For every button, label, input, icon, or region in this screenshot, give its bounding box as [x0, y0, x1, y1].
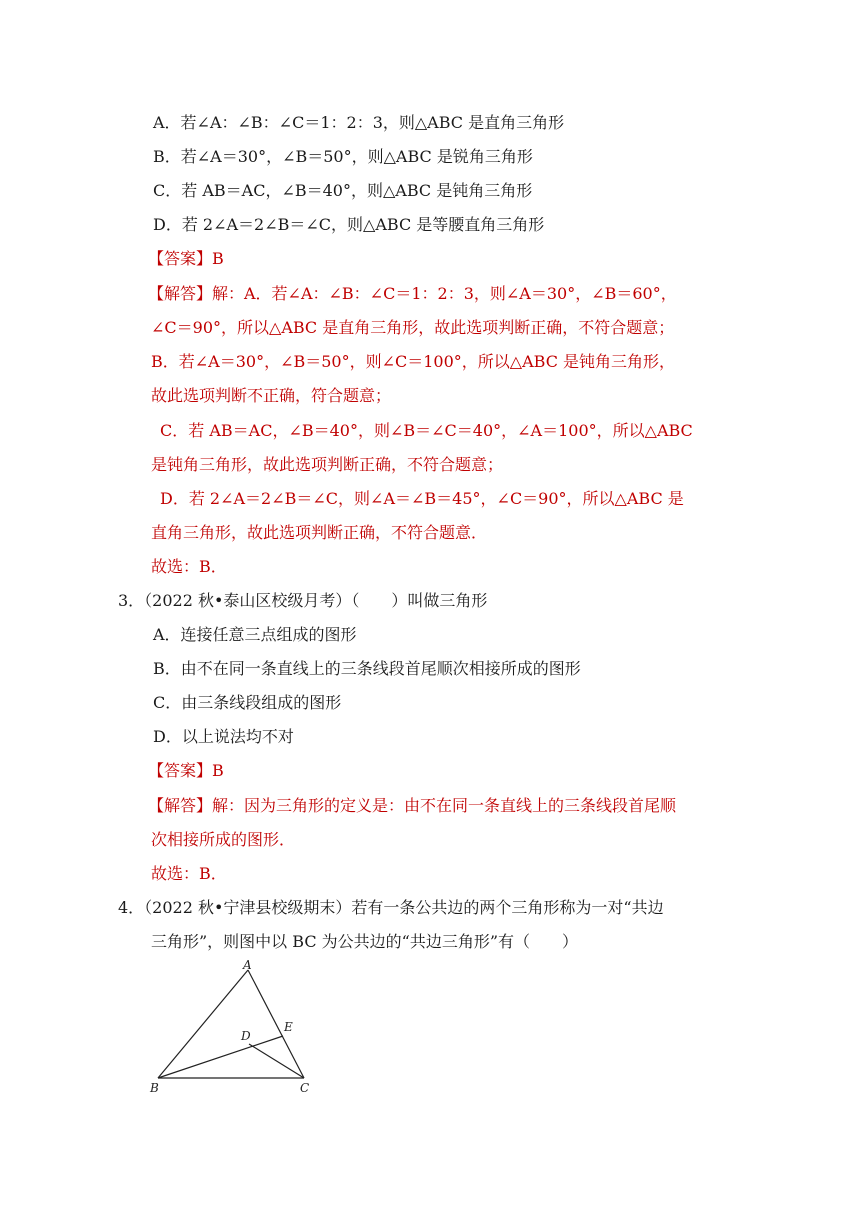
q2-option-d: D．若 2∠A＝2∠B＝∠C，则△ABC 是等腰直角三角形 — [153, 215, 545, 234]
q2-solution-line-3: B．若∠A＝30°，∠B＝50°，则∠C＝100°，所以△ABC 是钝角三角形， — [151, 352, 676, 371]
q3-choice: 故选：B． — [151, 864, 227, 883]
q3-solution-line-2: 次相接所成的图形． — [151, 830, 296, 849]
q2-answer: 【答案】B — [148, 249, 224, 268]
q2-option-c: C．若 AB＝AC，∠B＝40°，则△ABC 是钝角三角形 — [153, 181, 533, 200]
label-a: A — [243, 958, 252, 972]
q2-solution-line-6: 是钝角三角形，故此选项判断正确，不符合题意； — [151, 455, 504, 474]
q2-solution-line-8: 直角三角形，故此选项判断正确，不符合题意． — [151, 523, 488, 542]
label-c: C — [300, 1081, 310, 1095]
segment-ac — [248, 970, 304, 1078]
q2-solution-line-5: C．若 AB＝AC，∠B＝40°，则∠B＝∠C＝40°，∠A＝100°，所以△ABC — [160, 421, 693, 440]
q3-solution-line-1: 【解答】解：因为三角形的定义是：由不在同一条直线上的三条线段首尾顺 — [148, 796, 677, 815]
q2-option-b: B．若∠A＝30°，∠B＝50°，则△ABC 是锐角三角形 — [153, 147, 533, 166]
q3-option-a: A．连接任意三点组成的图形 — [153, 625, 357, 644]
q3-option-b: B．由不在同一条直线上的三条线段首尾顺次相接所成的图形 — [153, 659, 581, 678]
q2-solution-line-1: 【解答】解：A．若∠A：∠B：∠C＝1：2：3，则∠A＝30°，∠B＝60°， — [148, 284, 677, 303]
q3-stem: 3．（2022 秋•泰山区校级月考）（ ）叫做三角形 — [118, 591, 488, 610]
q3-answer: 【答案】B — [148, 761, 224, 780]
q2-solution-line-7: D．若 2∠A＝2∠B＝∠C，则∠A＝∠B＝45°，∠C＝90°，所以△ABC 是 — [160, 489, 684, 508]
label-e: E — [284, 1020, 293, 1034]
q2-choice: 故选：B． — [151, 557, 227, 576]
q4-stem-line-1: 4．（2022 秋•宁津县校级期末）若有一条公共边的两个三角形称为一对“共边 — [118, 898, 664, 917]
q2-solution-line-4: 故此选项判断不正确，符合题意； — [151, 386, 392, 405]
q2-solution-line-2: ∠C＝90°，所以△ABC 是直角三角形，故此选项判断正确，不符合题意； — [151, 318, 675, 337]
q3-option-c: C．由三条线段组成的图形 — [153, 693, 342, 712]
triangle-figure — [148, 958, 328, 1098]
q3-option-d: D．以上说法均不对 — [153, 727, 294, 746]
q2-option-a: A．若∠A：∠B：∠C＝1：2：3，则△ABC 是直角三角形 — [153, 113, 565, 132]
label-b: B — [150, 1081, 159, 1095]
label-d: D — [241, 1029, 251, 1043]
q4-stem-line-2: 三角形”，则图中以 BC 为公共边的“共边三角形”有（ ） — [151, 932, 579, 951]
segment-ab — [158, 970, 248, 1078]
segment-be — [158, 1036, 283, 1078]
